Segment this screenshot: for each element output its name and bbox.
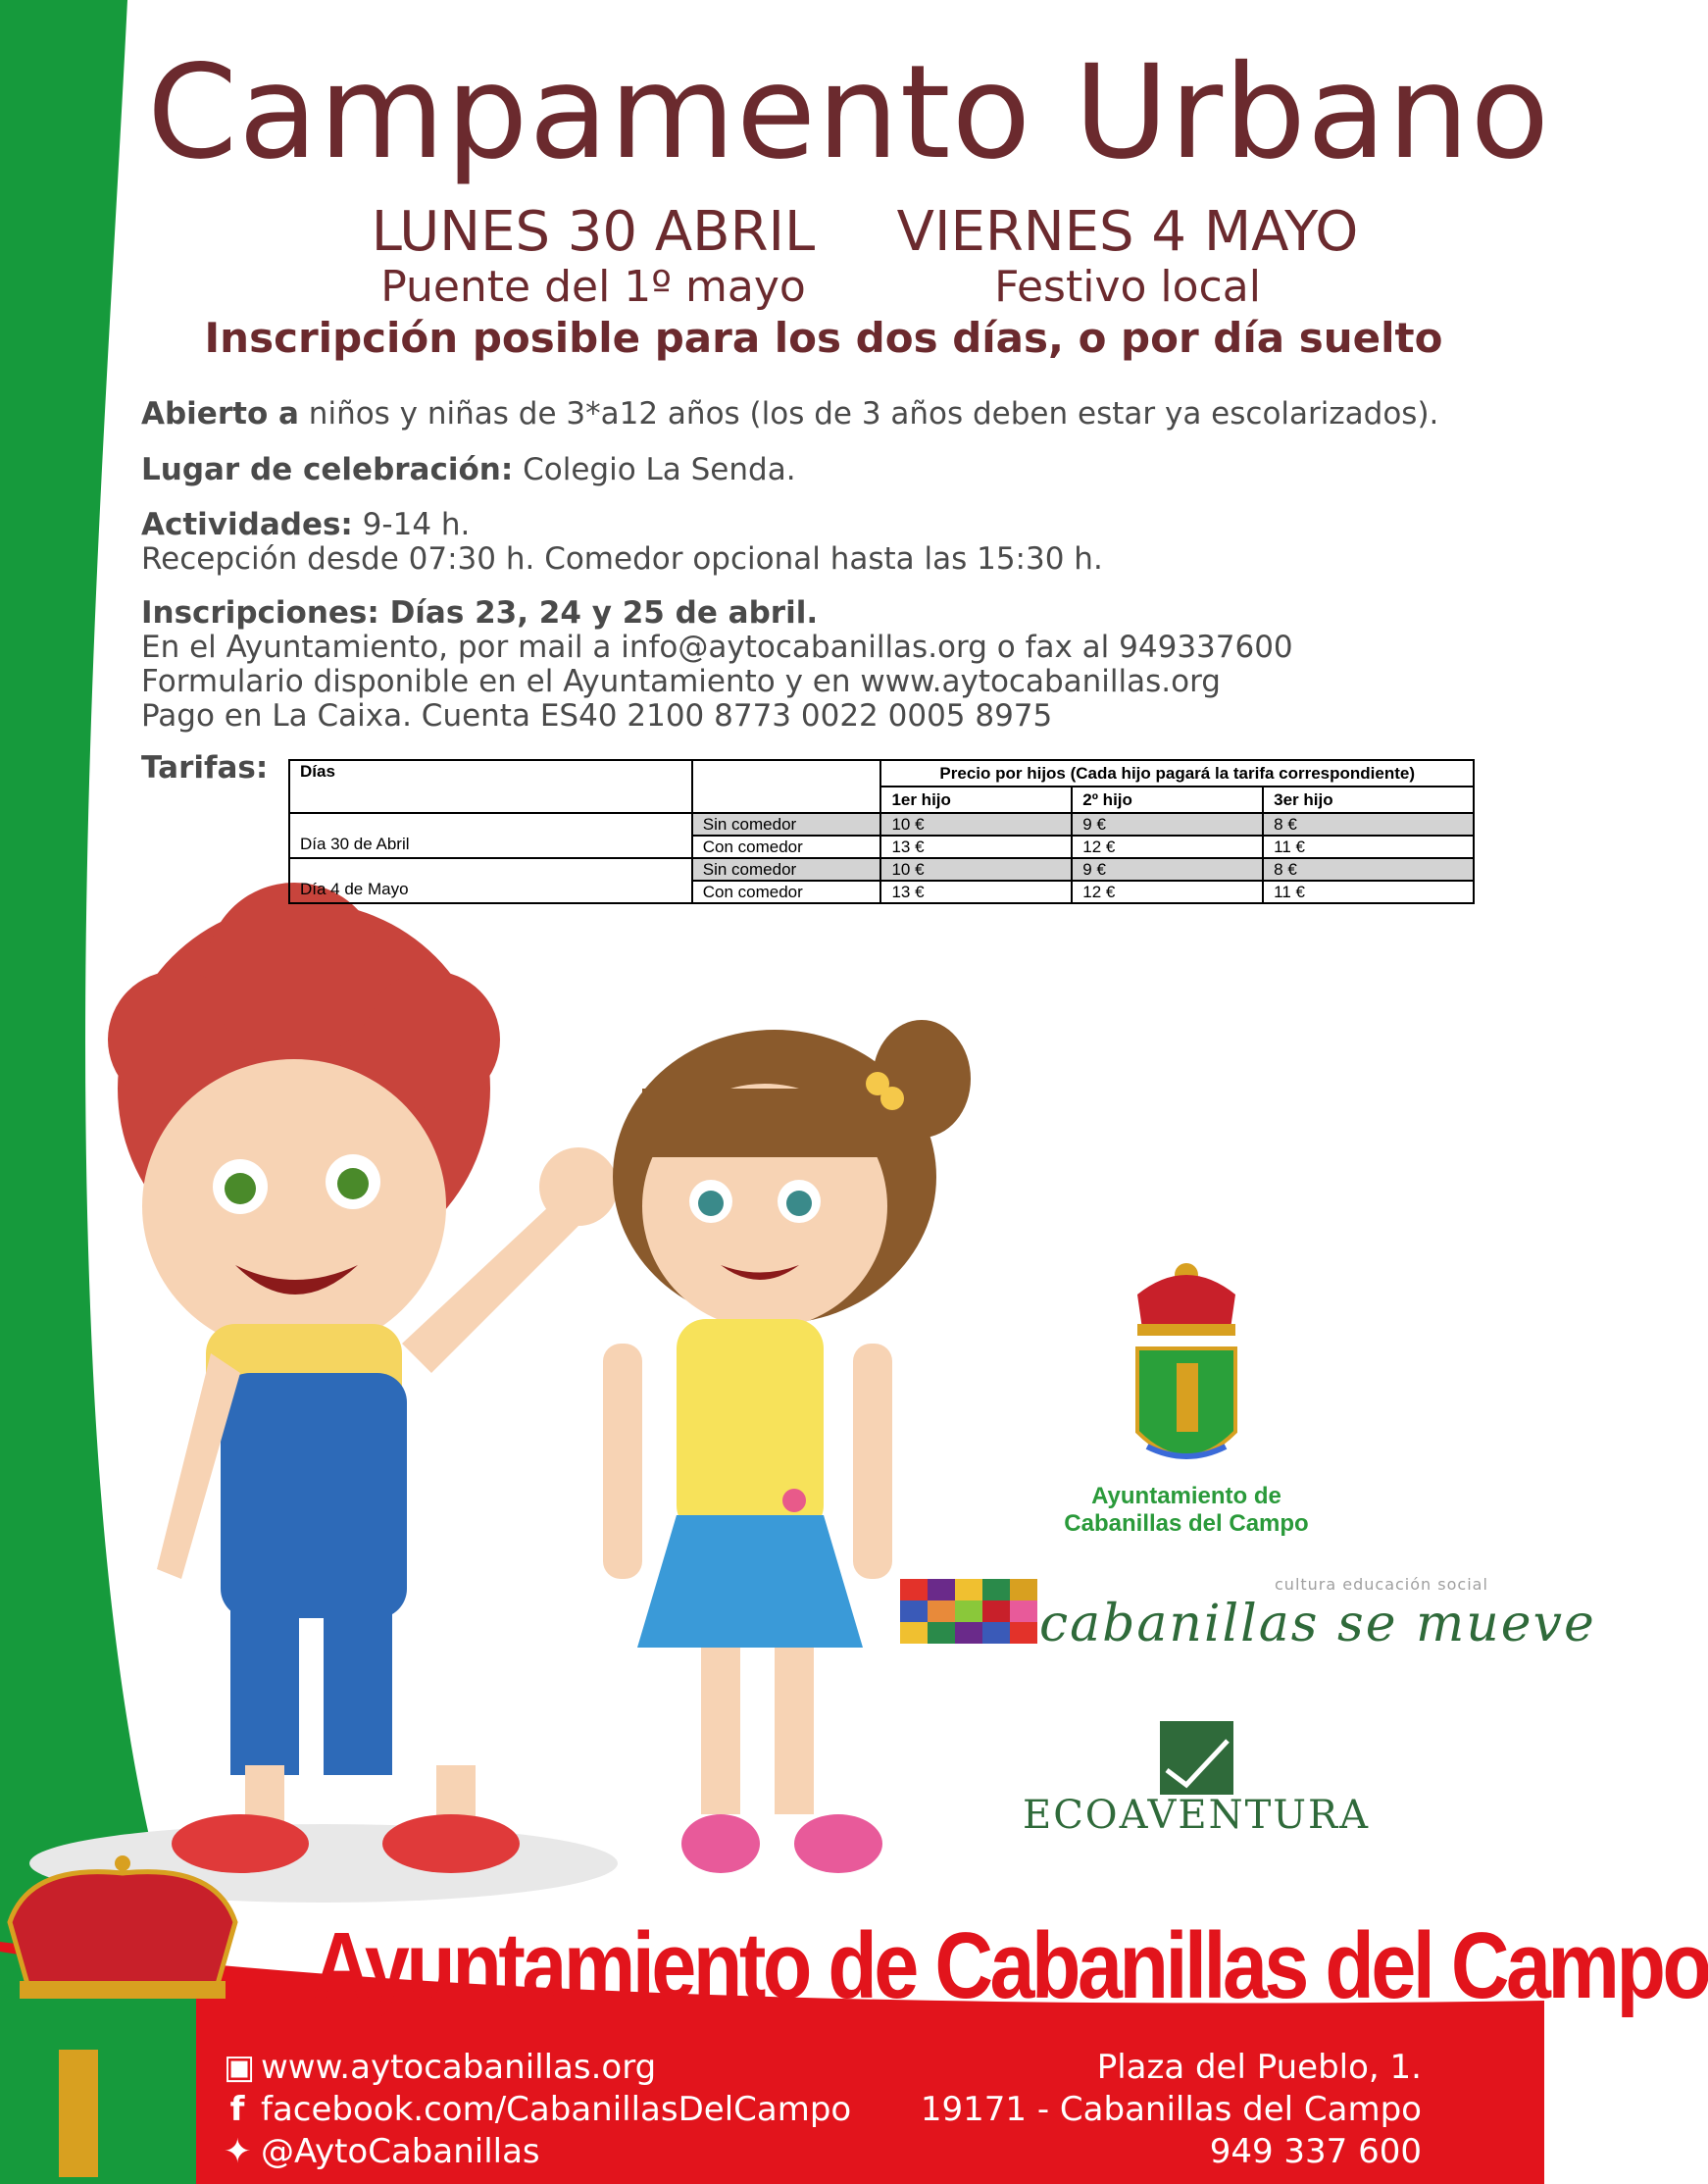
info-lugar <box>141 453 1494 487</box>
check-icon <box>1160 1721 1233 1795</box>
price-cell: 11 € <box>1263 881 1474 903</box>
info-abierto <box>141 397 1494 432</box>
tarifas-label: Tarifas: <box>141 750 269 786</box>
footer-twitter-link[interactable]: @AytoCabanillas <box>261 2132 540 2171</box>
page-title: Campamento Urbano <box>147 37 1551 188</box>
price-cell: 10 € <box>880 813 1072 836</box>
ayuntamiento-logo-line2: Cabanillas del Campo <box>1064 1510 1309 1537</box>
header-empty <box>692 760 881 813</box>
header-precio: Precio por hijos (Cada hijo pagará la tarifa correspondiente) <box>880 760 1474 787</box>
date-sub-friday: Festivo local <box>994 262 1261 312</box>
girl-illustration <box>603 1020 971 1873</box>
info-inscripciones-line3: Pago en La Caixa. Cuenta ES40 2100 8773 0022 0005 8975 <box>141 698 1053 734</box>
option-cell: Sin comedor <box>692 858 881 881</box>
info-inscripciones-label: Inscripciones: Días 23, 24 y 25 de abril. <box>141 595 819 631</box>
footer-contacts <box>224 2047 851 2173</box>
price-cell: 9 € <box>1072 813 1263 836</box>
header-dias: Días <box>289 760 692 813</box>
price-cell: 9 € <box>1072 858 1263 881</box>
day-label: Día 30 de Abril <box>289 813 692 858</box>
mueve-tagline: cultura educación social <box>1275 1575 1488 1594</box>
ayuntamiento-logo-line1: Ayuntamiento de <box>1091 1483 1281 1509</box>
info-actividades-line2: Recepción desde 07:30 h. Comedor opcional hasta las 15:30 h. <box>141 541 1103 577</box>
date-sub-monday: Puente del 1º mayo <box>380 262 806 312</box>
footer-facebook-link[interactable]: facebook.com/CabanillasDelCampo <box>261 2090 852 2129</box>
table-row <box>289 858 1474 881</box>
footer-address-line2: 19171 - Cabanillas del Campo <box>920 2090 1422 2129</box>
option-cell: Sin comedor <box>692 813 881 836</box>
computer-icon: ▣ <box>224 2048 256 2087</box>
footer-address <box>921 2047 1422 2173</box>
price-cell: 13 € <box>880 836 1072 858</box>
ayuntamiento-banner: Ayuntamiento de Cabanillas del Campo <box>312 1913 1708 2018</box>
twitter-icon: ✦ <box>224 2132 252 2171</box>
table-row <box>289 813 1474 836</box>
day-label: Día 4 de Mayo <box>289 858 692 903</box>
registration-subhead: Inscripción posible para los dos días, o por día suelto <box>204 314 1443 362</box>
facebook-icon: f <box>229 2090 245 2129</box>
info-inscripciones-line1: En el Ayuntamiento, por mail a info@aytocabanillas.org o fax al 949337600 <box>141 630 1293 665</box>
date-main-monday: LUNES 30 ABRIL <box>371 200 816 264</box>
date-block-monday <box>333 202 853 312</box>
info-abierto-text: niños y niñas de 3*a12 años (los de 3 años deben estar ya escolarizados). <box>298 396 1439 432</box>
header-child-1: 1er hijo <box>880 787 1072 813</box>
fares-table <box>288 759 1475 904</box>
price-cell: 11 € <box>1263 836 1474 858</box>
price-cell: 8 € <box>1263 858 1474 881</box>
price-cell: 12 € <box>1072 881 1263 903</box>
price-cell: 8 € <box>1263 813 1474 836</box>
info-actividades <box>141 508 1494 577</box>
table-header-row <box>289 760 1474 787</box>
coat-of-arms-icon <box>1137 1263 1235 1456</box>
price-cell: 10 € <box>880 858 1072 881</box>
option-cell: Con comedor <box>692 881 881 903</box>
info-actividades-text: 9-14 h. <box>352 507 471 542</box>
date-main-friday: VIERNES 4 MAYO <box>896 200 1359 264</box>
mueve-logo-text: cabanillas se mueve <box>1039 1595 1596 1653</box>
info-actividades-label: Actividades: <box>141 507 353 542</box>
mosaic-icon <box>900 1579 1037 1644</box>
option-cell: Con comedor <box>692 836 881 858</box>
info-inscripciones <box>141 596 1494 734</box>
date-block-friday <box>863 202 1392 312</box>
header-child-3: 3er hijo <box>1263 787 1474 813</box>
footer-phone: 949 337 600 <box>1209 2132 1422 2171</box>
info-inscripciones-line2: Formulario disponible en el Ayuntamiento y en www.aytocabanillas.org <box>141 664 1221 699</box>
price-cell: 13 € <box>880 881 1072 903</box>
info-abierto-label: Abierto a <box>141 396 299 432</box>
footer-address-line1: Plaza del Pueblo, 1. <box>1096 2048 1422 2087</box>
info-lugar-label: Lugar de celebración: <box>141 452 514 487</box>
footer-web-link[interactable]: www.aytocabanillas.org <box>261 2048 657 2087</box>
price-cell: 12 € <box>1072 836 1263 858</box>
header-child-2: 2º hijo <box>1072 787 1263 813</box>
ayuntamiento-logo-text <box>1020 1483 1353 1538</box>
ecoaventura-logo-text: ECOAVENTURA <box>1023 1793 1370 1838</box>
info-lugar-text: Colegio La Senda. <box>513 452 796 487</box>
